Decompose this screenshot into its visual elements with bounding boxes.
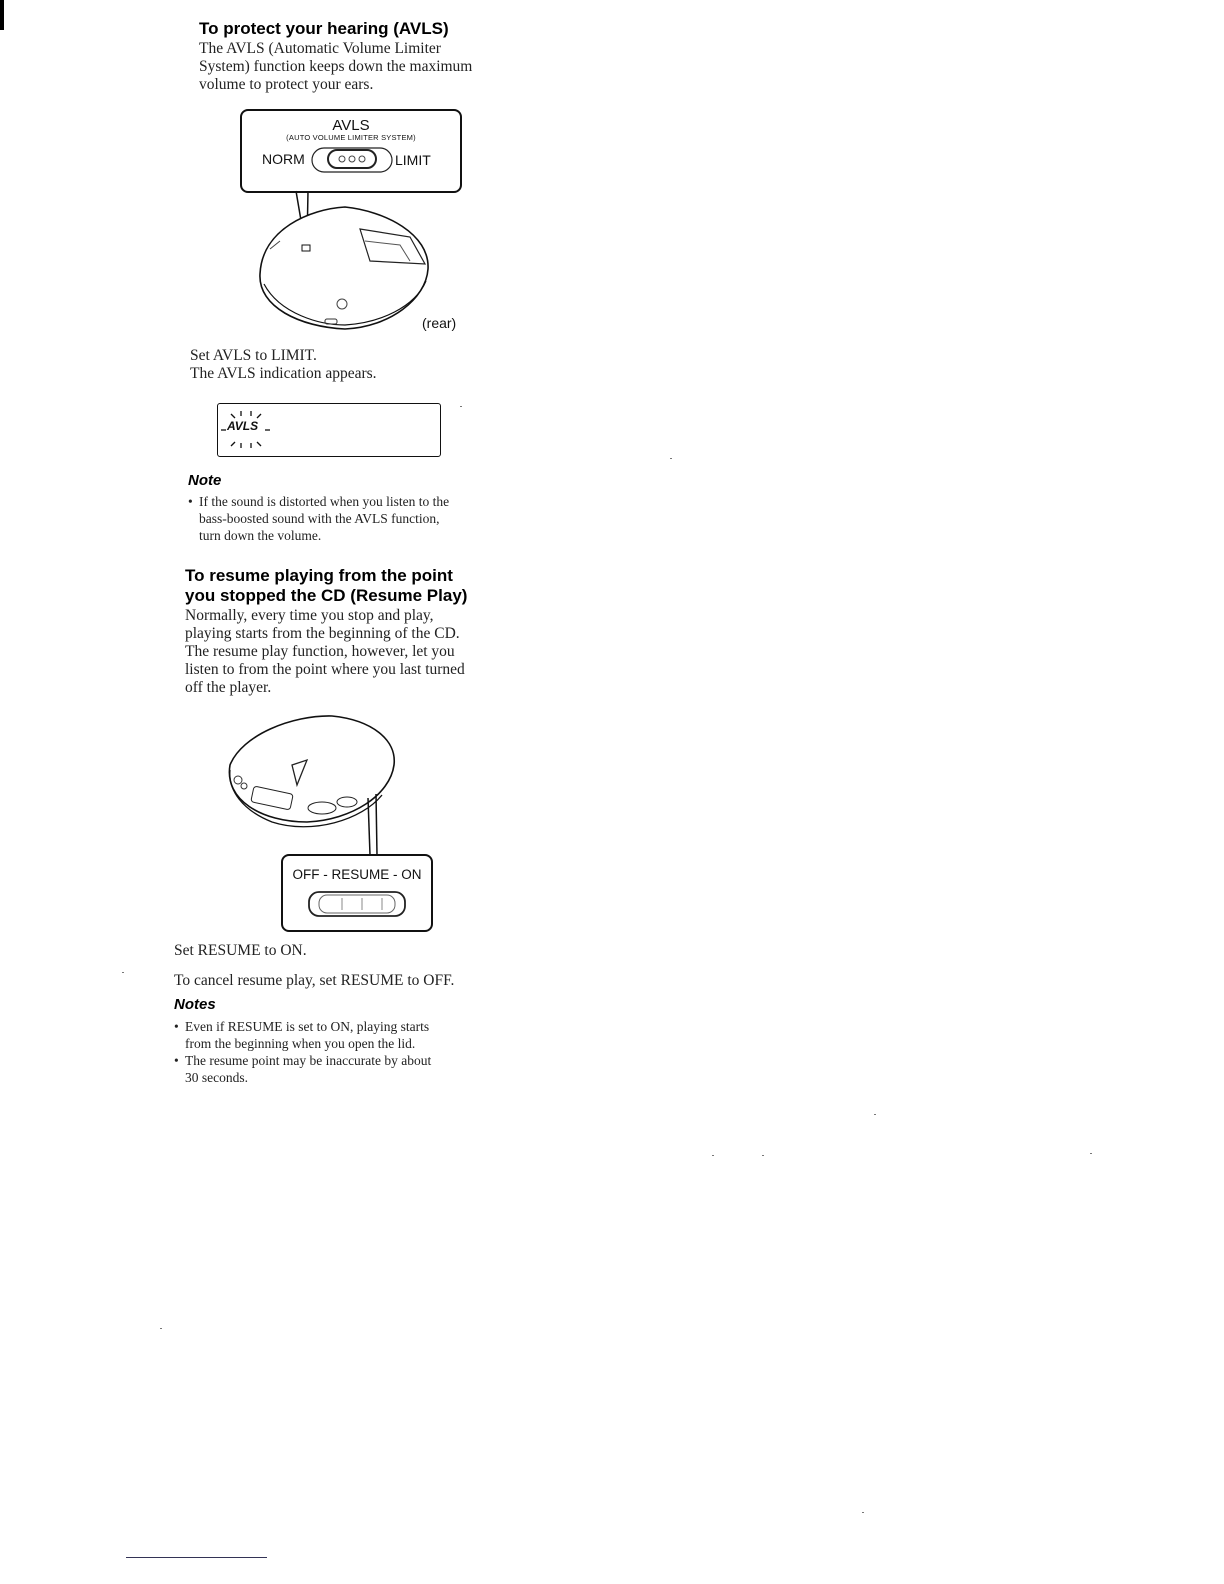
resume-switch-callout	[281, 854, 433, 932]
avls-note-title: Note	[188, 472, 222, 489]
cd-player-front-illustration	[222, 710, 407, 860]
resume-intro	[185, 607, 465, 697]
resume-note-line: 30 seconds.	[185, 1070, 248, 1085]
resume-step: Set RESUME to ON.	[174, 942, 307, 959]
scan-speck	[122, 972, 124, 973]
bullet-icon: •	[174, 1053, 179, 1068]
avls-heading: To protect your hearing (AVLS)	[199, 19, 449, 38]
bullet-icon: •	[188, 494, 193, 509]
avls-switch-subtitle: (AUTO VOLUME LIMITER SYSTEM)	[286, 133, 416, 142]
avls-switch-callout	[240, 109, 462, 193]
bullet-icon: •	[174, 1019, 179, 1034]
scan-edge-mark	[0, 0, 4, 30]
scan-speck	[712, 1155, 714, 1156]
avls-limit-label: LIMIT	[395, 152, 431, 168]
resume-note-line: Even if RESUME is set to ON, playing starts	[185, 1019, 430, 1034]
rear-label: (rear)	[422, 315, 457, 331]
lcd-display	[217, 403, 441, 457]
cd-player-rear-illustration	[250, 189, 440, 334]
avls-indicator: AVLS	[227, 419, 259, 433]
resume-notes-title: Notes	[174, 996, 216, 1013]
resume-switch-label: OFF - RESUME - ON	[292, 867, 422, 882]
resume-note-item	[174, 1052, 432, 1086]
resume-intro-line: listen to from the point where you last turned	[185, 661, 465, 678]
resume-intro-line: playing starts from the beginning of the CD.	[185, 625, 460, 642]
scan-speck	[460, 406, 462, 407]
avls-switch-title: AVLS	[332, 117, 370, 134]
resume-intro-line: Normally, every time you stop and play,	[185, 607, 434, 624]
resume-note-line: The resume point may be inaccurate by about	[185, 1053, 432, 1068]
resume-heading-line: you stopped the CD (Resume Play)	[185, 586, 468, 605]
resume-note-item	[174, 1018, 430, 1052]
avls-intro-line: The AVLS (Automatic Volume Limiter	[199, 40, 441, 57]
resume-note-line: from the beginning when you open the lid.	[185, 1036, 416, 1051]
resume-heading-line: To resume playing from the point	[185, 566, 453, 585]
resume-slide-switch-icon	[307, 890, 407, 920]
avls-note-line: turn down the volume.	[199, 528, 322, 543]
avls-note-line: If the sound is distorted when you listen to the	[199, 494, 450, 509]
resume-heading	[185, 566, 467, 606]
scan-speck	[160, 1328, 162, 1329]
avls-intro-line: volume to protect your ears.	[199, 76, 374, 93]
avls-intro	[199, 40, 472, 94]
avls-step-line: Set AVLS to LIMIT.	[190, 347, 317, 364]
avls-slide-switch-icon	[310, 145, 396, 175]
resume-intro-line: The resume play function, however, let you	[185, 643, 455, 660]
avls-intro-line: System) function keeps down the maximum	[199, 58, 473, 75]
avls-norm-label: NORM	[262, 151, 305, 167]
bottom-rule	[126, 1557, 267, 1558]
scan-speck	[1090, 1153, 1092, 1154]
scan-speck	[862, 1512, 864, 1513]
avls-step	[190, 347, 377, 383]
scan-speck	[762, 1155, 764, 1156]
avls-note-item	[188, 493, 450, 544]
scan-speck	[874, 1114, 876, 1115]
scan-speck	[670, 458, 672, 459]
resume-cancel: To cancel resume play, set RESUME to OFF.	[174, 972, 455, 989]
avls-step-line: The AVLS indication appears.	[190, 365, 377, 382]
avls-note-line: bass-boosted sound with the AVLS function,	[199, 511, 440, 526]
resume-intro-line: off the player.	[185, 679, 272, 696]
